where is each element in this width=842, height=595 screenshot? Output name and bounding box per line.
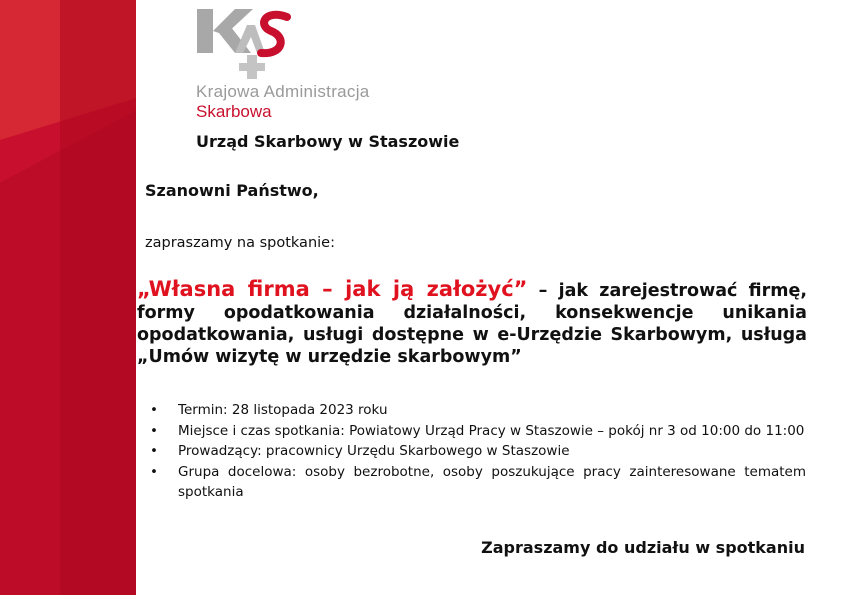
list-item: • Prowadzący: pracownicy Urzędu Skarbowego w Staszowie [150, 443, 570, 459]
meeting-headline [137, 278, 807, 368]
list-item: • Miejsce i czas spotkania: Powiatowy Urząd Pracy w Staszowie – pokój nr 3 od 10:00 do 11:00 [150, 422, 805, 439]
meeting-details-list [150, 400, 806, 503]
office-name: Urząd Skarbowy w Staszowie [196, 132, 460, 151]
logo-text-line2: Skarbowa [196, 102, 272, 121]
closing-text: Zapraszamy do udziału w spotkaniu [481, 538, 805, 557]
meeting-title: „Własna firma – jak ją założyć” [137, 277, 528, 301]
decorative-red-stripe [0, 0, 136, 595]
invitation-text: zapraszamy na spotkanie: [145, 235, 335, 251]
meeting-description: – jak zarejestrować firmę, formy opodatkowania działalności, konsekwencje unikania opodatkowania, usługi dostępne w e-Urzędzie Skarbowym, usługa „Umów wizytę w urzędzie skarbowym” [137, 281, 807, 367]
list-item: • Termin: 28 listopada 2023 roku [150, 402, 388, 418]
detail-text: Termin: 28 listopada 2023 roku [178, 402, 388, 418]
salutation: Szanowni Państwo, [145, 181, 319, 200]
logo-text-line1: Krajowa Administracja [196, 82, 370, 101]
detail-text: Grupa docelowa: osoby bezrobotne, osoby poszukujące pracy zainteresowane tematem spotkania [178, 463, 806, 500]
kas-logo-icon [195, 3, 295, 81]
detail-text: Miejsce i czas spotkania: Powiatowy Urząd Pracy w Staszowie – pokój nr 3 od 10:00 do 11:00 [178, 422, 805, 439]
list-item: • Grupa docelowa: osoby bezrobotne, osoby poszukujące pracy zainteresowane tematem spotkania [150, 463, 806, 500]
detail-text: Prowadzący: pracownicy Urzędu Skarbowego w Staszowie [178, 443, 570, 459]
